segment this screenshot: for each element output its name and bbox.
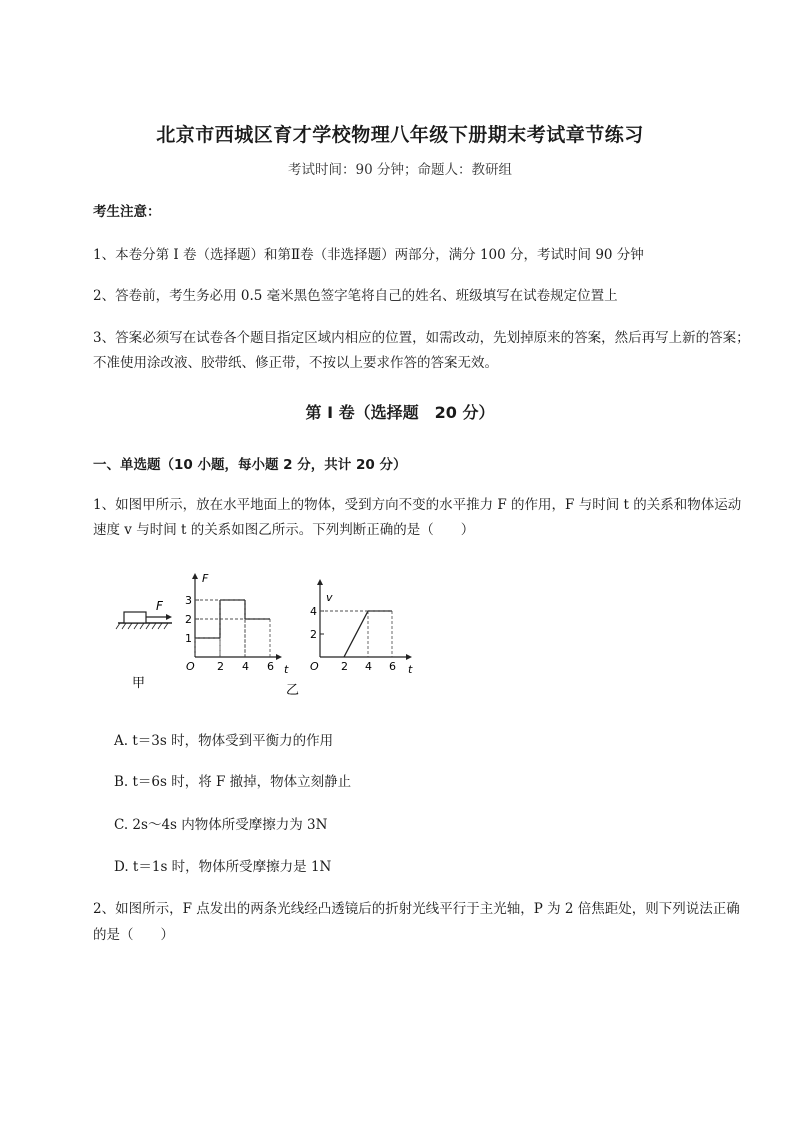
vt-xtick-label: 6 xyxy=(389,660,396,673)
ft-xtick-label: 6 xyxy=(267,660,274,673)
vt-y-label: v xyxy=(326,591,333,604)
vt-segment xyxy=(344,611,368,657)
ft-y-label: F xyxy=(202,572,209,585)
part-title: 一、单选题（10 小题，每小题 2 分，共计 20 分） xyxy=(93,457,407,473)
question-1-figure xyxy=(110,565,430,700)
vt-x-label: t xyxy=(408,663,413,676)
vt-ytick-label: 4 xyxy=(310,605,317,618)
ft-xtick-label: 4 xyxy=(242,660,249,673)
notice-item-1: 1、本卷分第 I 卷（选择题）和第Ⅱ卷（非选择题）两部分，满分 100 分，考试时间 90 分钟 xyxy=(93,247,644,263)
ft-x-label: t xyxy=(284,663,289,676)
question-1-option-b[interactable]: B. t＝6s 时，将 F 撤掉，物体立刻静止 xyxy=(114,774,352,790)
question-1-option-a[interactable]: A. t＝3s 时，物体受到平衡力的作用 xyxy=(114,733,334,749)
ft-origin: O xyxy=(186,660,195,673)
vt-xtick-label: 4 xyxy=(365,660,372,673)
notice-item-3: 3、答案必须写在试卷各个题目指定区域内相应的位置，如需改动，先划掉原来的答案，然后再写上新的答案；不准使用涂改液、胶带纸、修正带，不按以上要求作答的答案无效。 xyxy=(93,330,750,371)
notice-item-2: 2、答卷前，考生务必用 0.5 毫米黑色签字笔将自己的姓名、班级填写在试卷规定位置上 xyxy=(93,288,618,304)
question-1-stem: 1、如图甲所示，放在水平地面上的物体，受到方向不变的水平推力 F 的作用，F 与时间 t 的关系和物体运动速度 v 与时间 t 的关系如图乙所示。下列判断正确的是（ ） xyxy=(93,497,742,538)
vt-origin: O xyxy=(310,660,319,673)
ft-xtick-label: 2 xyxy=(217,660,224,673)
notice-heading: 考生注意： xyxy=(93,204,161,220)
f-t-graph xyxy=(185,572,289,676)
ft-ytick-label: 2 xyxy=(185,613,192,626)
section-title: 第 I 卷（选择题 20 分） xyxy=(305,403,495,422)
exam-info: 考试时间：90 分钟；命题人：教研组 xyxy=(288,162,512,178)
label-jia: 甲 xyxy=(132,676,146,691)
question-2-stem: 2、如图所示，F 点发出的两条光线经凸透镜后的折射光线平行于主光轴，P 为 2 倍焦距处，则下列说法正确的是（ ） xyxy=(93,901,740,943)
force-label: F xyxy=(156,599,163,613)
ft-ytick-label: 1 xyxy=(185,632,192,645)
question-1-option-c[interactable]: C. 2s～4s 内物体所受摩擦力为 3N xyxy=(114,817,328,833)
vt-ytick-label: 2 xyxy=(310,628,317,641)
ft-ytick-label: 3 xyxy=(185,594,192,607)
vt-xtick-label: 2 xyxy=(341,660,348,673)
v-t-graph xyxy=(310,579,413,676)
question-1-option-d[interactable]: D. t＝1s 时，物体所受摩擦力是 1N xyxy=(114,859,332,875)
label-yi: 乙 xyxy=(286,683,300,698)
block-diagram xyxy=(116,599,172,691)
page-title: 北京市西城区育才学校物理八年级下册期末考试章节练习 xyxy=(156,124,644,146)
